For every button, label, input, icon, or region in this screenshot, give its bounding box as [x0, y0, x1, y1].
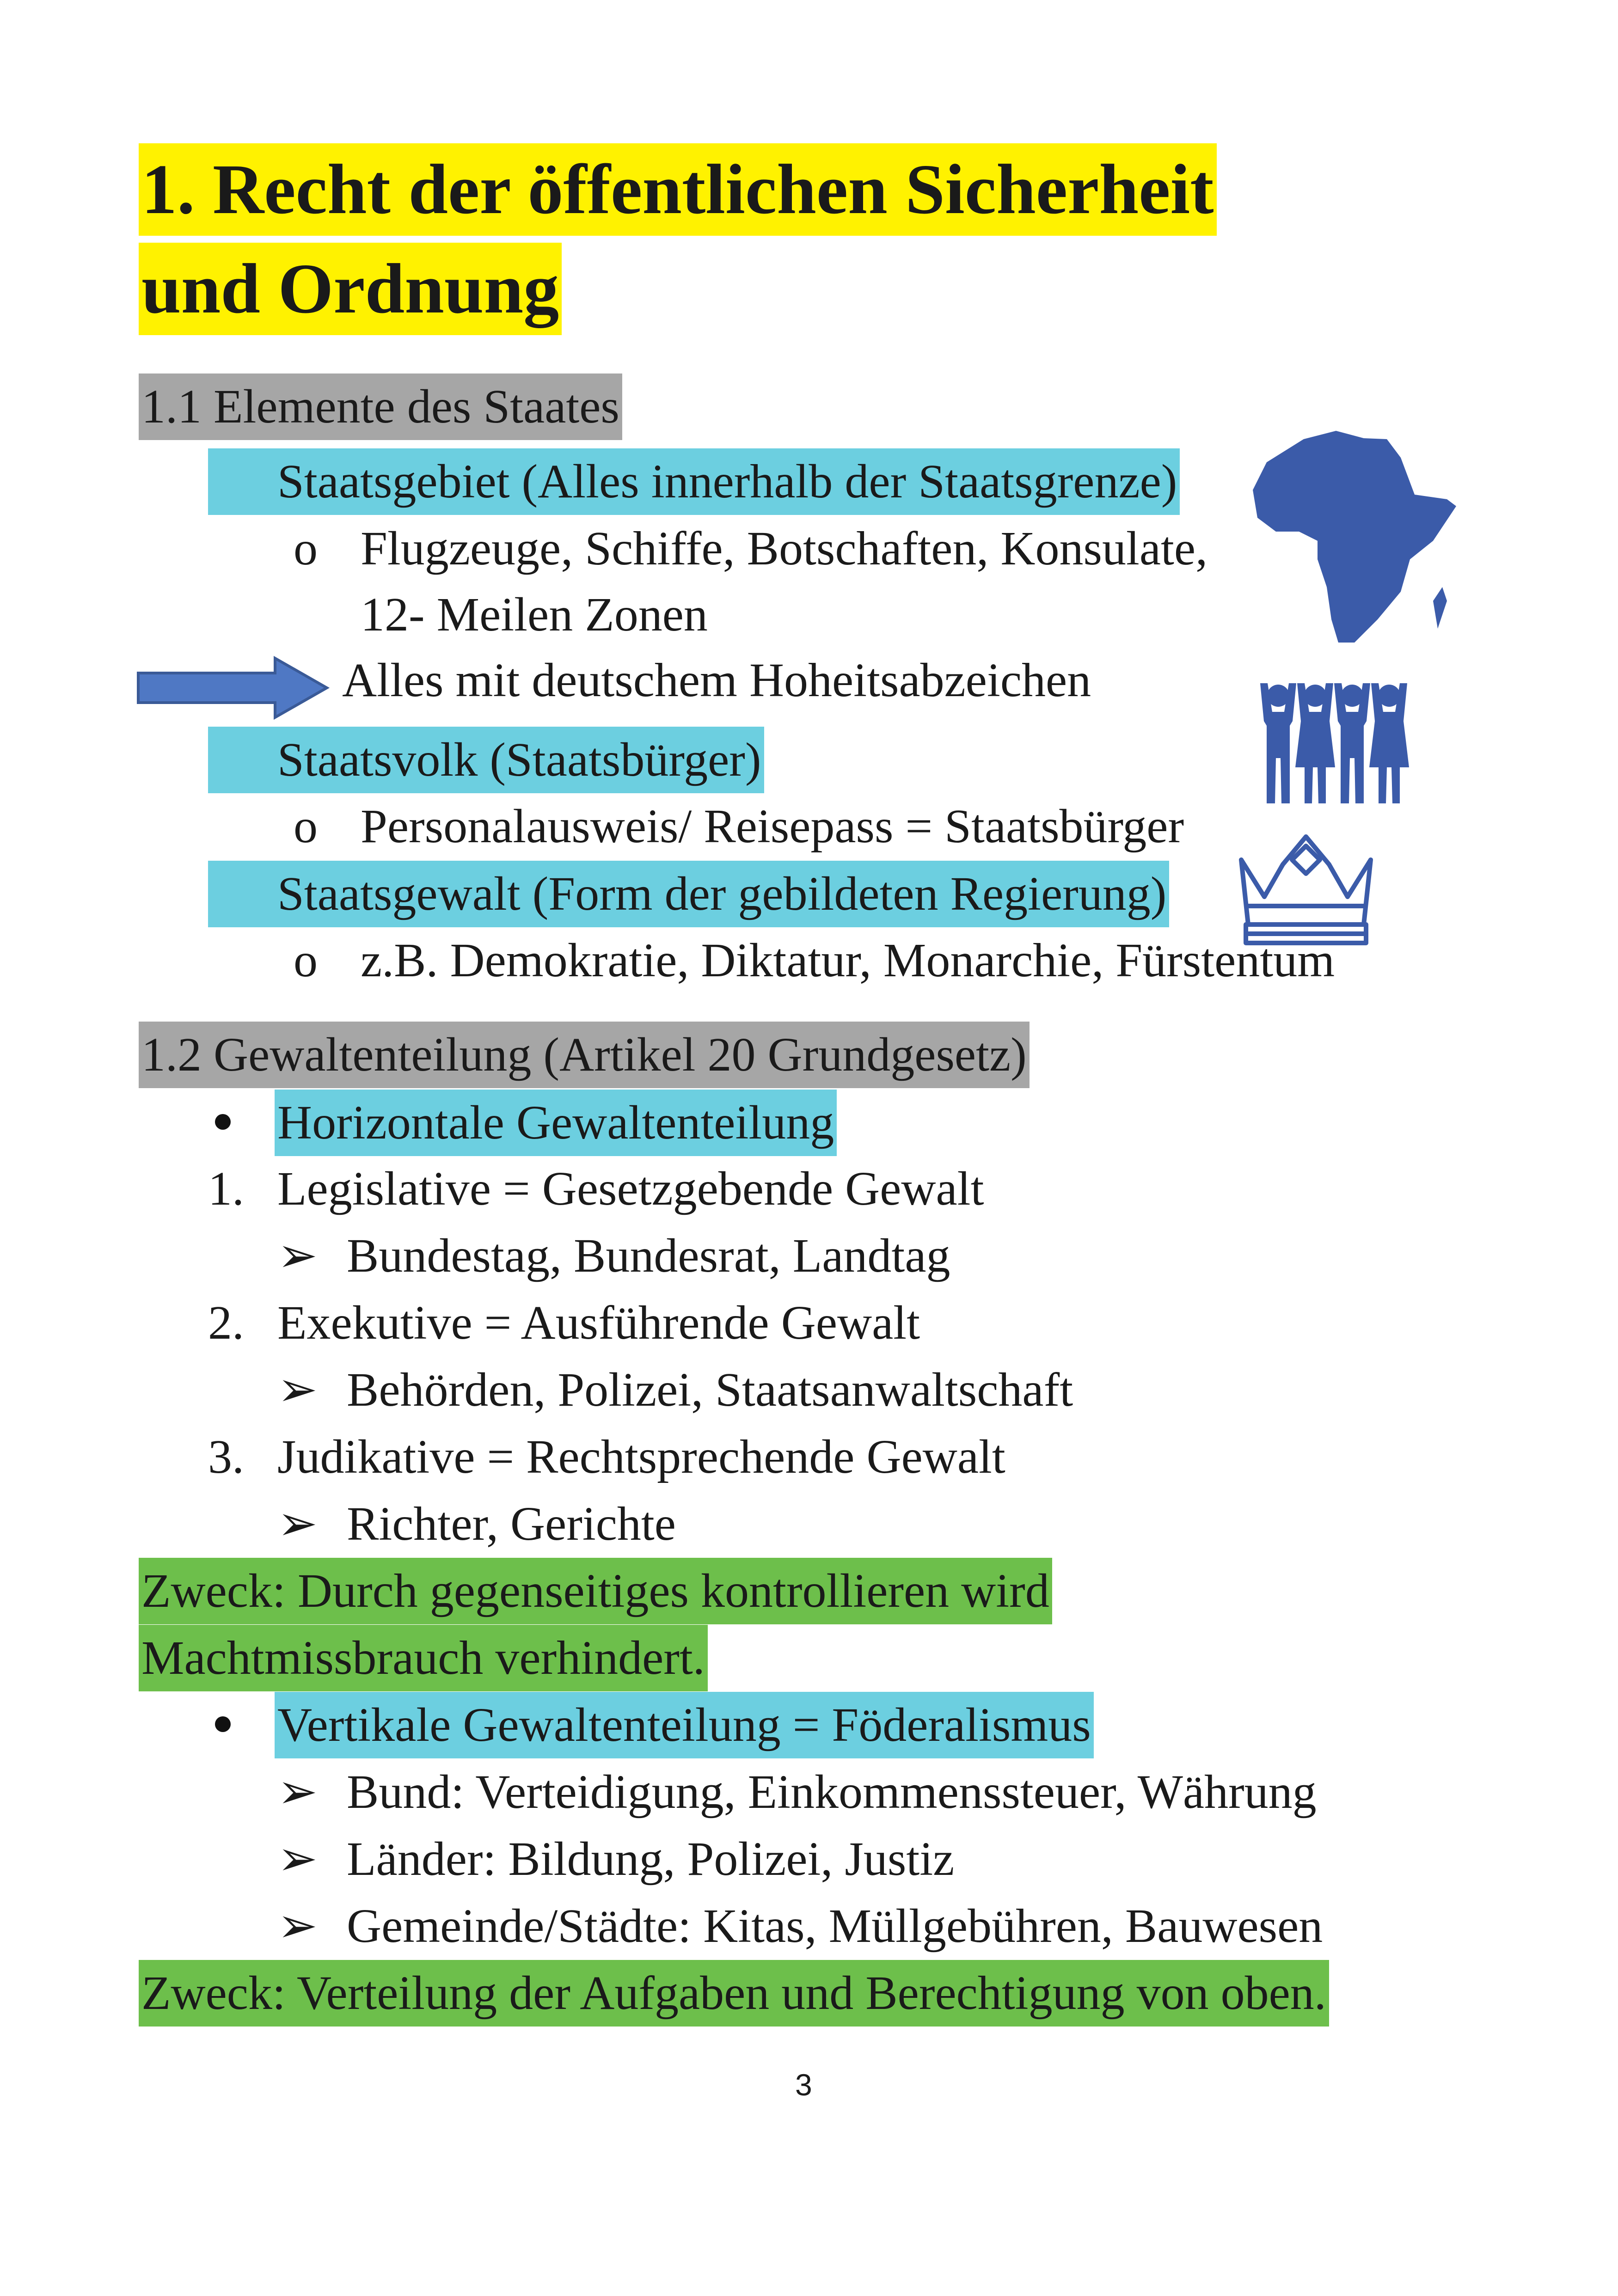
arrow-bullet-marker: ➢ [277, 1497, 318, 1550]
arrow-bullet-marker: ➢ [277, 1229, 318, 1282]
arrow-bullet-marker: ➢ [277, 1765, 318, 1818]
page-title-continued: und Ordnung [139, 243, 562, 335]
arrow-bullet-marker: ➢ [277, 1832, 318, 1886]
people-group-icon [1257, 680, 1415, 804]
list-number: 3. [208, 1430, 244, 1483]
sub-item-richter: Richter, Gerichte [347, 1497, 676, 1550]
sub-item-laender: Länder: Bildung, Polizei, Justiz [347, 1832, 955, 1886]
sub-item-bundestag: Bundestag, Bundesrat, Landtag [347, 1229, 950, 1282]
item-executive: Exekutive = Ausführende Gewalt [277, 1296, 920, 1349]
item-staatsgewalt: Staatsgewalt (Form der gebildeten Regierung) [208, 861, 1169, 927]
item-legislative: Legislative = Gesetzgebende Gewalt [277, 1162, 984, 1215]
page-title: 1. Recht der öffentlichen Sicherheit [139, 143, 1217, 236]
list-number: 1. [208, 1162, 244, 1215]
page-number: 3 [795, 2068, 812, 2102]
bullet [215, 1114, 231, 1130]
arrow-bullet-marker: ➢ [277, 1899, 318, 1953]
item-horizontal: Horizontale Gewaltenteilung [275, 1090, 837, 1156]
item-vertical: Vertikale Gewaltenteilung = Föderalismus [275, 1692, 1094, 1758]
right-arrow-icon [136, 655, 331, 720]
bullet [215, 1716, 231, 1732]
purpose-note-2: Zweck: Verteilung der Aufgaben und Berechtigung von oben. [139, 1960, 1329, 2027]
item-staatsgebiet: Staatsgebiet (Alles innerhalb der Staatsgrenze) [208, 448, 1180, 515]
sub-item-flugzeuge: Flugzeuge, Schiffe, Botschaften, Konsulate, [361, 522, 1208, 575]
sub-bullet-marker: o [294, 934, 318, 987]
arrow-note: Alles mit deutschem Hoheitsabzeichen [342, 654, 1091, 707]
sub-item-behoerden: Behörden, Polizei, Staatsanwaltschaft [347, 1363, 1073, 1416]
section-heading-elements: 1.1 Elemente des Staates [139, 373, 622, 440]
section-heading-gewaltenteilung: 1.2 Gewaltenteilung (Artikel 20 Grundgesetz) [139, 1022, 1030, 1088]
sub-bullet-marker: o [294, 522, 318, 575]
sub-item-gemeinde: Gemeinde/Städte: Kitas, Müllgebühren, Bauwesen [347, 1899, 1323, 1953]
sub-item-personalausweis: Personalausweis/ Reisepass = Staatsbürger [361, 800, 1184, 853]
crown-icon [1232, 827, 1380, 948]
arrow-bullet-marker: ➢ [277, 1363, 318, 1416]
africa-map-icon [1248, 425, 1465, 647]
item-judicative: Judikative = Rechtsprechende Gewalt [277, 1430, 1005, 1483]
purpose-note-1: Zweck: Durch gegenseitiges kontrollieren wird [139, 1558, 1052, 1624]
list-number: 2. [208, 1296, 244, 1349]
sub-bullet-marker: o [294, 800, 318, 853]
sub-item-bund: Bund: Verteidigung, Einkommenssteuer, Währung [347, 1765, 1317, 1818]
purpose-note-1-continued: Machtmissbrauch verhindert. [139, 1625, 708, 1691]
sub-item-meilen: 12- Meilen Zonen [361, 588, 708, 641]
item-staatsvolk: Staatsvolk (Staatsbürger) [208, 727, 764, 793]
sub-item-demokratie: z.B. Demokratie, Diktatur, Monarchie, Fürstentum [361, 934, 1335, 987]
